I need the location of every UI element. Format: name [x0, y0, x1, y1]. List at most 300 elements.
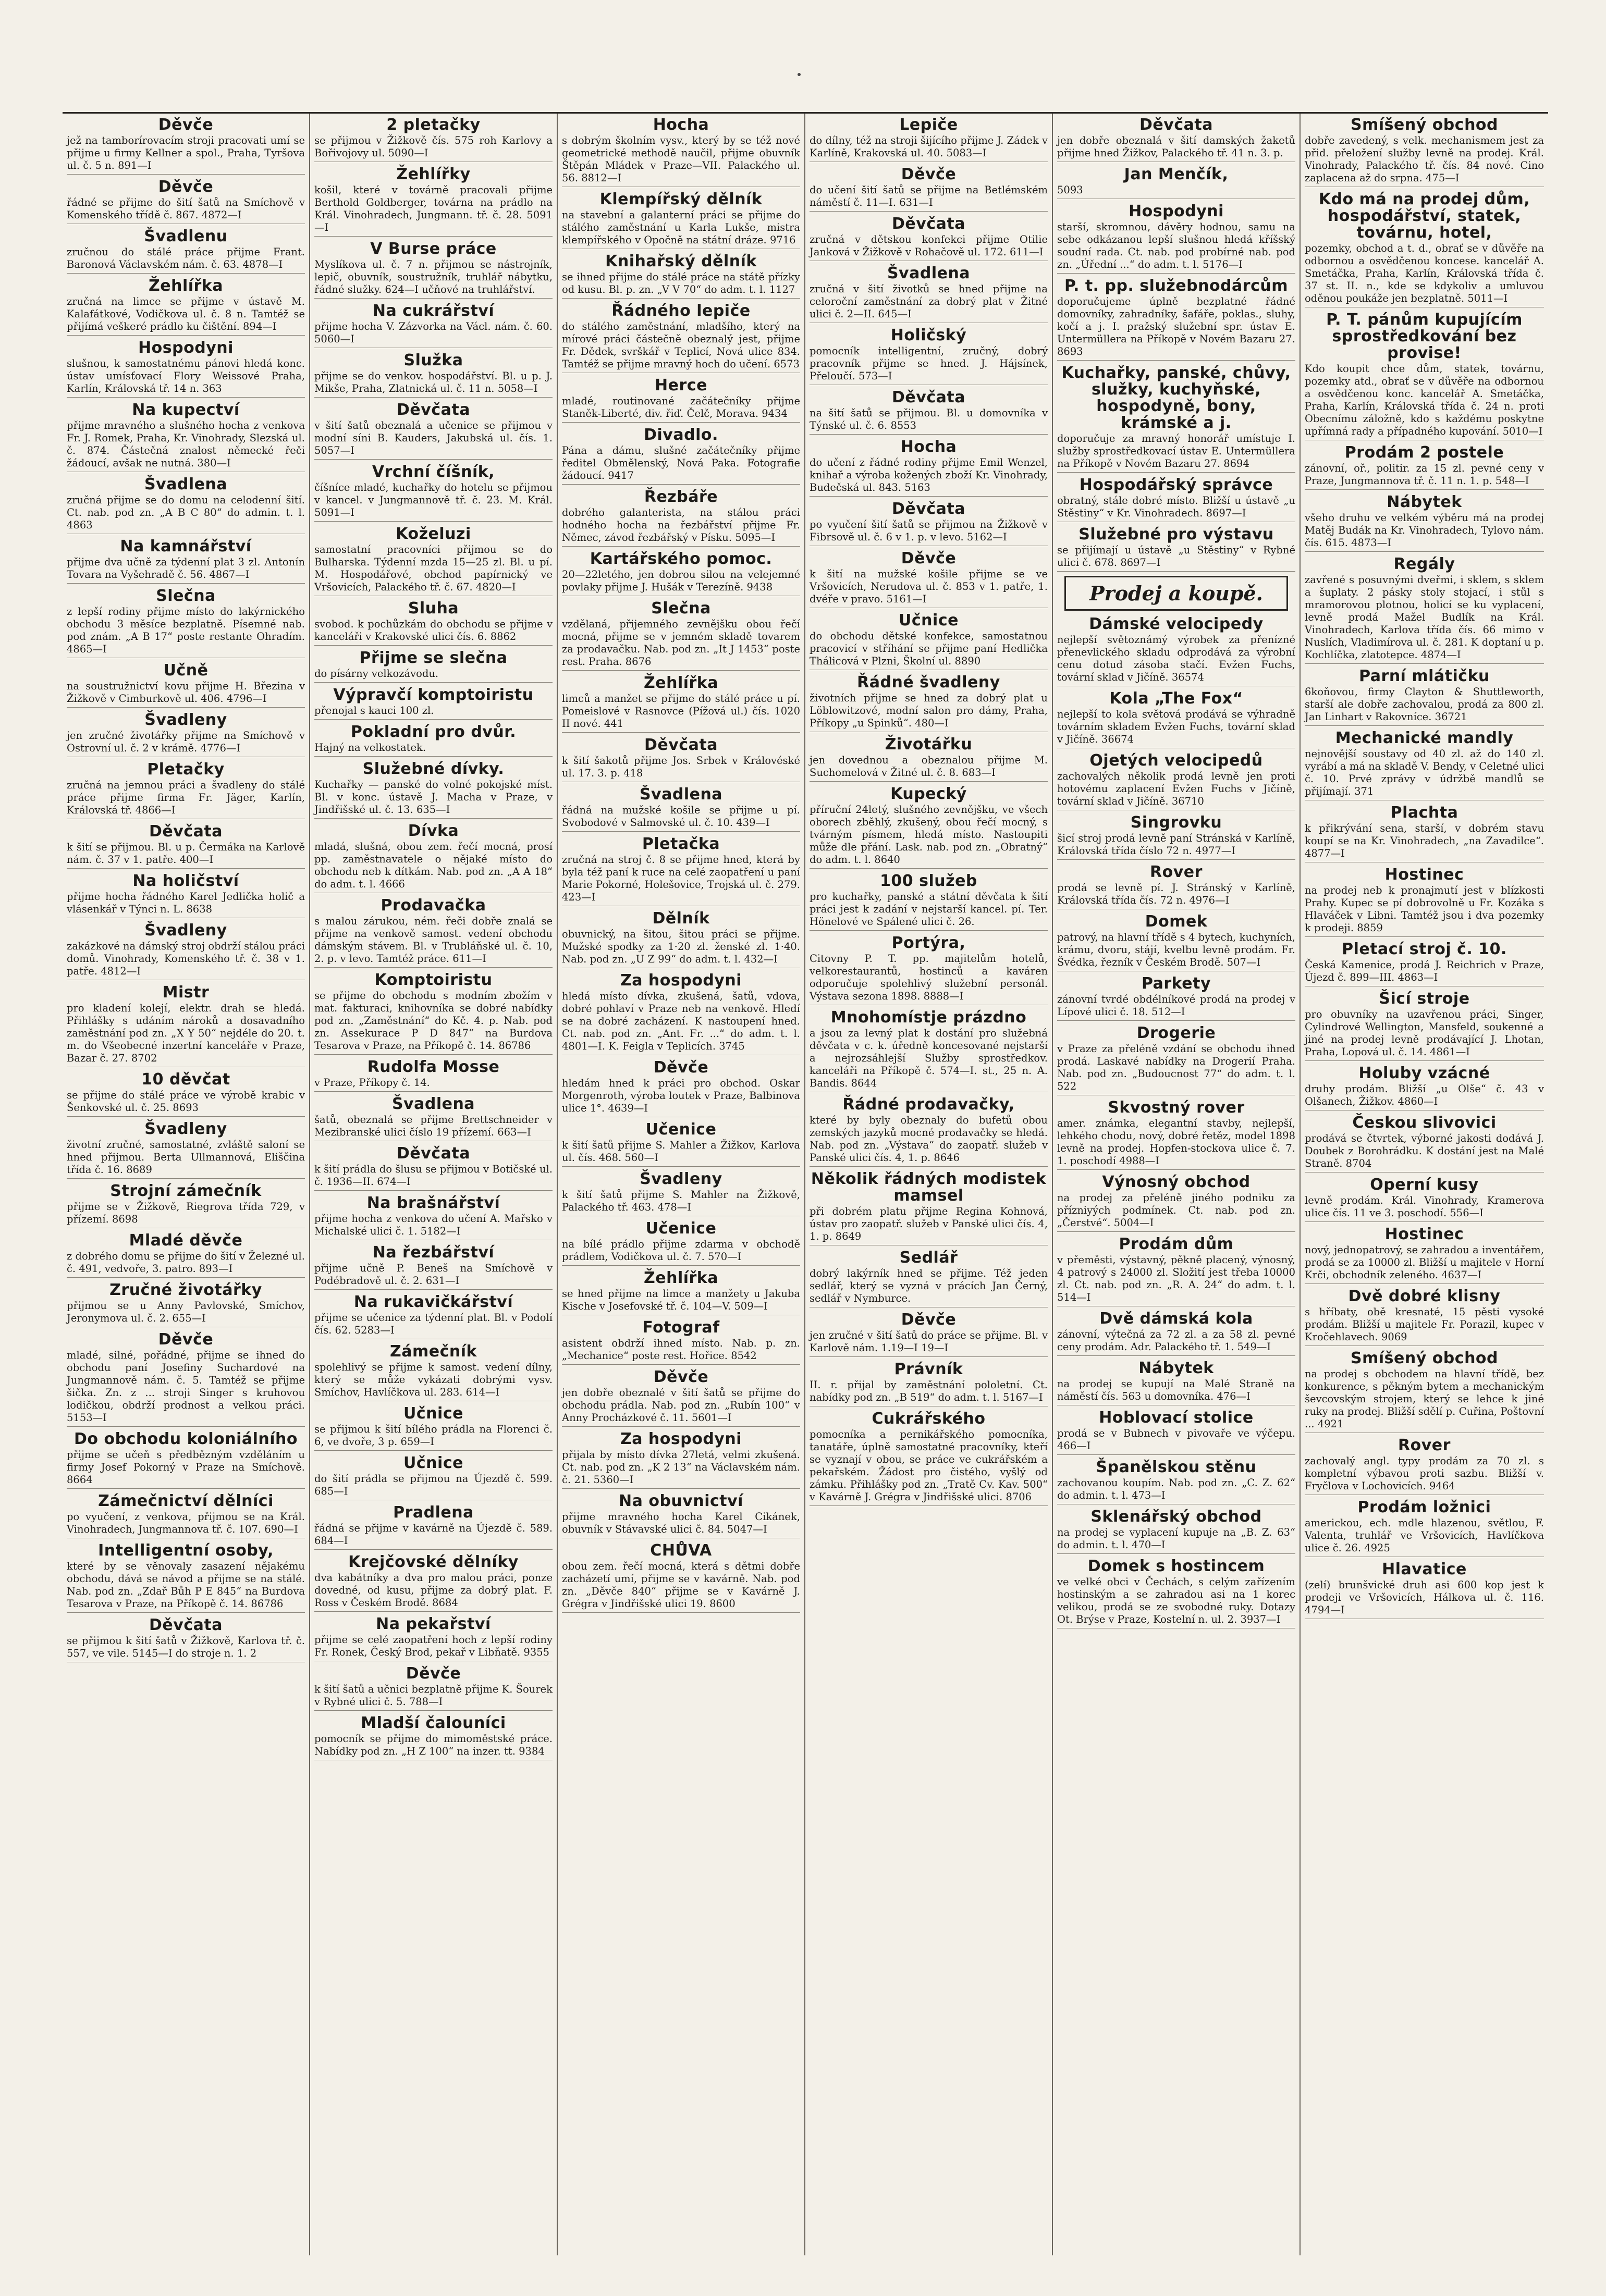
ad-title: Děvčata [892, 500, 965, 518]
ad-title: Na pekařství [376, 1615, 491, 1633]
classified-ad [1305, 991, 1544, 1061]
classified-ad [562, 836, 800, 906]
classified-ad [314, 1554, 553, 1612]
ad-body: 5093 [1057, 184, 1083, 196]
ad-title: Mistr [162, 983, 210, 1002]
ad-body: prodá se v Bubnech v pivovaře ve výčepu. 466—I [1057, 1427, 1295, 1452]
classified-ad [1057, 1025, 1295, 1095]
classified-ad [810, 1411, 1048, 1506]
ad-body: přenojal s kauci 100 zl. [314, 705, 434, 717]
ad-body: číšníce mladé, kuchařky do hotelu se přijmou v kancel. v Jungmannově tř. č. 23. M. Král. 5091—I [314, 482, 553, 519]
ad-body: do šití prádla se přijmou na Újezdě č. 599. 685—I [314, 1473, 553, 1497]
ad-body: košil, které v továrně pracovali přijme Berthold Goldberger, továrna na prádlo na Král. Vinohradech, Jungmann. tř. č. 28. 5091—I [314, 184, 553, 233]
ad-body: přijme učně P. Beneš na Smíchově v Podébradově ul. č. 2. 631—I [314, 1262, 553, 1287]
ad-title: Holičský [890, 326, 967, 344]
ad-title: Hocha [900, 438, 957, 456]
ad-title: Operní kusy [1370, 1176, 1479, 1194]
classified-ad [314, 761, 553, 819]
ad-body: zručná v šití životků se hned přijme na celoroční zaměstnání za dobrý plat v Žitné ulici č. 2—II. 645—I [810, 283, 1048, 320]
ad-title: Strojní zámečník [110, 1182, 262, 1200]
ad-title: Slečna [651, 599, 711, 618]
ad-body: řádná na mužské košile se přijme u pí. Svobodové v Salmovské ul. č. 10. 439—I [562, 804, 800, 829]
ad-body: se přijmou k šití bílého prádla na Florenci č. 6, ve dvoře, 3 p. 659—I [314, 1423, 553, 1448]
classified-ad [67, 823, 305, 869]
classified-ad [67, 712, 305, 757]
ad-title: Rudolfa Mosse [367, 1058, 500, 1076]
classified-ad [67, 1121, 305, 1179]
ad-title: Jan Menčík, [1124, 165, 1229, 183]
classified-ad [810, 873, 1048, 931]
ad-body: prodá se levně pí. J. Stránský v Karlíně, Královská třída čís. 72 n. 4976—I [1057, 882, 1295, 906]
classified-ad [314, 1455, 553, 1500]
ad-body: spolehlivý se přijme k samost. vedení dílny, který se může vykázati dobrými vysv. Smíchov, Havlíčkova ul. 283. 614—I [314, 1361, 553, 1398]
ad-title: Děvče [653, 1368, 709, 1386]
classified-ad [314, 402, 553, 460]
ad-title: Děvčata [397, 1144, 470, 1163]
classified-ad [562, 1431, 800, 1489]
ad-body: zakázkové na dámský stroj obdrží stálou práci domů. Vinohrady, Komenského tř. č. 38 v 1. patře. 4812—I [67, 940, 305, 977]
classified-ad [562, 910, 800, 968]
ad-body: zánovní, oř., politir. za 15 zl. pevné ceny v Praze, Jungmannova tř. č. 11 n. 1. p. 548—I [1305, 462, 1544, 487]
ad-body: do písárny velkozávodu. [314, 668, 439, 680]
ad-body: dobrý lakýrník hned se přijme. Též jeden sedlář, který se vyzná v prácích Jan Černý, sedlář v Nymburce. [810, 1267, 1048, 1304]
ad-body: slušnou, k samostatnému pánovi hledá konc. ústav umísťovací Flory Weissové Praha, Karlín, Královská tř. 14 n. 363 [67, 357, 305, 394]
ad-title: Mladší čalouníci [361, 1714, 506, 1732]
classified-ad [562, 377, 800, 423]
classified-ad [810, 1312, 1048, 1357]
ad-body: zručná přijme se do domu na celodenní šití. Ct. nab. pod zn. „A B C 80“ do admin. t. l. 4863 [67, 494, 305, 531]
ad-body: hledám hned k práci pro obchod. Oskar Morgenroth, výroba loutek v Praze, Balbinova ulice 1°. 4639—I [562, 1077, 800, 1114]
column-4 [805, 114, 1053, 2255]
ad-body: přijme se celé zaopatření hoch z lepší rodiny Fr. Ronek, Český Brod, pekař v Libňatě. 9355 [314, 1634, 553, 1658]
ad-title: Pletačky [147, 760, 225, 779]
ad-body: s malou zárukou, ném. řeči dobře znalá se přijme na venkově samost. vedení obchodu dámským stávem. Bl. v Trubláňské ul. č. 10, 2. p. v levo. Tamtéž práce. 611—I [314, 915, 553, 965]
classified-ad [1057, 1100, 1295, 1170]
ad-title: Prodám ložnici [1357, 1498, 1491, 1516]
classified-ad [1057, 1360, 1295, 1405]
classified-ad [562, 1270, 800, 1315]
ad-body: pomocníka a pernikářského pomocníka, tanatáře, úplně samostatné pracovníky, kteří se vyznají v obou, se práce ve cukrářském a pekařském. Žádost pro čistého, vyšlý od zámku. Přihlášky pod zn. „Tratě Cv. Kav. 500“ v Kavárně J. Grégra v Jindřišské ulici. 8706 [810, 1428, 1048, 1503]
ad-body: Pána a dámu, slušné začátečníky přijme ředitel Obmělenský, Nová Paka. Fotografie žádoucí. 9417 [562, 445, 800, 482]
classified-ad [1305, 867, 1544, 937]
classified-ad [810, 1009, 1048, 1092]
ad-title: Klempířský dělník [599, 190, 763, 208]
ad-body: se přijímají u ústavě „u Stěstiny“ v Rybné ulici č. 678. 8697—I [1057, 544, 1295, 569]
ad-title: Řádné švadleny [857, 673, 1000, 692]
ad-title: Ojetých velocipedů [1089, 751, 1263, 770]
ad-title: Dámské velocipedy [1089, 615, 1264, 633]
classified-ad [562, 675, 800, 733]
classified-ad [810, 674, 1048, 732]
ad-body: které by byly obeznaly do bufetů obou zemských jazyků mocné prodavačky se hledá. Nab. pod zn. „Výstava“ do zaopatř. služeb v Panské ulici čís. 4, 1. p. 8646 [810, 1114, 1048, 1164]
ad-body: dva kabátníky a dva pro malou práci, ponze dovedné, od kusu, přijme za dobrý plat. F. Ross v Českém Brodě. 8684 [314, 1572, 553, 1609]
ad-title: Švadleny [144, 1120, 227, 1138]
section-heading-box: Prodej a koupě. [1064, 576, 1288, 611]
classified-ad [1057, 616, 1295, 686]
ad-body: amer. známka, elegantní stavby, nejlepší, lehkého chodu, nový, dobré řetěz, model 1898 levně na prodej. Hopfen-stockova ulice č. 7. 1. poschodí 4988—I [1057, 1117, 1295, 1167]
classified-ad [562, 1319, 800, 1365]
ad-body: přijmou se u Anny Pavlovské, Smíchov, Jeronymova ul. č. 2. 655—I [67, 1300, 305, 1324]
ad-body: zručná na stroj č. 8 se přijme hned, která by byla též paní k ruce na celé zaopatření u paní Marie Pokorné, Holešovice, Trojská ul. č. 279. 423—I [562, 854, 800, 903]
column-6 [1301, 114, 1548, 2255]
ad-body: samostatní pracovníci přijmou se do Bulharska. Týdenní mzda 15—25 zl. Bl. u pí. M. Hospodářové, obchod papírnický ve Vršovicích, Palackého tř. č. 67. 4820—I [314, 544, 553, 593]
classified-ad [1057, 752, 1295, 810]
ad-body: v Praze, Příkopy č. 14. [314, 1077, 430, 1089]
classified-ad [1057, 1236, 1295, 1306]
ad-body: asistent obdrží ihned místo. Nab. p. zn. „Mechanice“ poste rest. Hořice. 8542 [562, 1337, 800, 1362]
classified-ad [314, 650, 553, 683]
ad-title: Koželuzi [396, 525, 471, 543]
classified-ad [67, 117, 305, 175]
ad-body: patrový, na hlavní třídě s 4 bytech, kuchyních, krámu, dvoru, stájí, kvelbu levně prodám. Fr. Švédka, řezník v Českém Brodě. 507—I [1057, 931, 1295, 968]
ad-title: Knihařský dělník [605, 252, 757, 270]
ad-body: v šití šatů obeznalá a učenice se přijmou v modní síni B. Kauders, Jakubská ul. čís. 1. 5057—I [314, 419, 553, 456]
ad-body: do učení z řádné rodiny přijme Emil Wenzel, knihař a výroba kožených zboží Kr. Vinohrady, Budečská ul. 843. 5163 [810, 456, 1048, 493]
ad-title: Dívka [408, 822, 459, 840]
classified-ad [1057, 1558, 1295, 1628]
ad-body: (zelí) brunšvické druh asi 600 kop jest k prodeji ve Vršovicích, Hálkova ul. č. 116. 4794—I [1305, 1579, 1544, 1616]
classified-ad [67, 402, 305, 472]
ad-body: na soustružnictví kovu přijme H. Březina v Žižkově v Cimburkově ul. 406. 4796—I [67, 680, 305, 705]
ad-title: Žehlířky [396, 165, 471, 183]
ad-title: Děvčata [892, 388, 965, 406]
ad-title: Švadleny [640, 1170, 722, 1188]
ad-title: Hostinec [1384, 866, 1464, 884]
classified-ad [67, 538, 305, 584]
ad-title: Plachta [1390, 804, 1458, 822]
ad-title: Děvčata [892, 215, 965, 233]
ad-title: Služka [403, 351, 463, 369]
ad-body: se hned přijme na limce a manžety u Jakuba Kische v Josefovské tř. č. 104—V. 509—I [562, 1288, 800, 1312]
ad-title: Mladé děvče [129, 1231, 243, 1250]
ad-title: Služebné pro výstavu [1078, 525, 1274, 544]
ad-body: doporučuje za mravný honorář umístuje I. služby sprostředkovací ústav E. Untermüllera na Příkopě v Novém Bazaru 27. 8694 [1057, 433, 1295, 470]
classified-ad [810, 117, 1048, 162]
ad-body: ve velké obci v Čechách, s celým zařízením hostinským a se zahradou asi na 1 korec velikou, prodá se ze svobodné ruky. Dotazy Ot. Brýse v Praze, Kostelní n. ul. 2. 3937—I [1057, 1576, 1295, 1625]
ad-body: na bílé prádlo přijme zdarma v obchodě prádlem, Vodičkova ul. č. 7. 570—I [562, 1238, 800, 1263]
classified-ad [1305, 941, 1544, 986]
ad-body: do učení šití šatů se přijme na Betlémském náměstí č. 11—I. 631—I [810, 184, 1048, 208]
ad-body: jen dobře obeznalá v šití damských žaketů přijme hned Žižkov, Palackého tř. 41 n. 3. p. [1057, 134, 1295, 159]
ad-title: Rover [1398, 1436, 1451, 1454]
ad-title: Vrchní číšník, [372, 463, 495, 481]
classified-ad [1305, 1226, 1544, 1284]
classified-ad [810, 1096, 1048, 1167]
ad-title: Hlavatice [1382, 1560, 1467, 1578]
ad-title: Lepiče [899, 116, 958, 134]
classified-ad [1305, 1499, 1544, 1557]
ad-body: Kdo koupit chce dům, statek, továrnu, pozemky atd., obrať se v důvěře na odbornou a osvědčenou konc. kancelář A. Smetáčka, Praha, Karlín, Královská třída č. 24 n. proti Obecnímu záložně, kdo s každému poskytne upřímná rady a případného kupování. 5010—I [1305, 363, 1544, 437]
ad-body: zachovalých několik prodá levně jen proti hotovému zaplacení Evžen Fuchs v Jičíně, tovární sklad v Jičíně. 36710 [1057, 770, 1295, 807]
classified-ad [1057, 1459, 1295, 1504]
ad-title: Hostinec [1384, 1225, 1464, 1243]
classified-ad [562, 303, 800, 373]
column-5 [1053, 114, 1301, 2255]
classified-ad [562, 191, 800, 249]
ad-title: Žehlířka [643, 674, 718, 692]
ad-title: Nábytek [1387, 493, 1462, 511]
ad-title: Děvčata [397, 401, 470, 419]
ad-title: Děvčata [1139, 116, 1213, 134]
ad-body: životních přijme se hned za dobrý plat u Löblowitzové, modní salon pro dámy, Praha, Příkopy „u Spinků“. 480—I [810, 692, 1048, 729]
ad-body: limců a manžet se přijme do stálé práce u pí. Pomeislové v Rasnovce (Pížová ul.) čís. 1020 II nové. 441 [562, 693, 800, 730]
classified-ad [67, 1071, 305, 1117]
classified-ad [314, 687, 553, 720]
ad-body: z dobrého domu se přijme do šití v Železné ul. č. 491, vedvoře, 3. patro. 893—I [67, 1250, 305, 1275]
ad-body: na prodej se kupují na Malé Straně na náměstí čís. 563 u domovníka. 476—I [1057, 1378, 1295, 1402]
ad-title: Životářku [885, 735, 973, 754]
classified-ad [562, 489, 800, 547]
classified-ad [1057, 477, 1295, 522]
ad-body: s hříbaty, obě kresnaté, 15 pěsti vysoké prodám. Bližší u majitele Fr. Porazil, kupec v Kročehlavech. 9069 [1305, 1306, 1544, 1343]
ad-title: Děvčata [149, 1616, 223, 1634]
ad-title: Hospodářský správce [1079, 476, 1273, 494]
ad-body: zavřené s posuvnými dveřmi, i sklem, s sklem a šuplaty. 2 pásky stoly stojací, i stůl s mramorovou plotnou, holicí se ku vyplacení, levně prodá Mažel Budlík na Král. Vinohradech, Karlova třída čís. 66 mimo v Nuslích, Vladimírova ul. č. 281. K doptaní u p. Kochlíčka, zlatotepce. 4874—I [1305, 574, 1544, 661]
classified-ad [1057, 278, 1295, 361]
classified-ad [1057, 1311, 1295, 1356]
ad-title: Regály [1393, 555, 1455, 573]
classified-ad [314, 823, 553, 893]
ad-title: P. t. pp. služebnodárcům [1064, 277, 1288, 295]
classified-ad [314, 600, 553, 646]
ad-title: Výnosný obchod [1102, 1173, 1251, 1191]
classified-ad [1305, 191, 1544, 307]
classified-ad [1057, 864, 1295, 909]
ad-body: jen dovednou a obeznalou přijme M. Suchomelová v Žitné ul. č. 8. 683—I [810, 754, 1048, 779]
ad-body: k šití prádla do šlusu se přijmou v Botičské ul. č. 1936—II. 674—I [314, 1163, 553, 1188]
classified-ad [314, 897, 553, 968]
ad-title: 100 služeb [880, 872, 977, 890]
classified-ad [67, 873, 305, 918]
classified-ad [314, 1616, 553, 1661]
ad-title: Smíšený obchod [1350, 116, 1499, 134]
classified-ad [562, 1369, 800, 1427]
ad-body: přijme se učeň s předbězným vzděláním u firmy Josef Pokorný v Praze na Smíchově. 8664 [67, 1449, 305, 1486]
classified-ad [314, 1504, 553, 1550]
ad-body: k šití se přijmou. Bl. u p. Čermáka na Karlově nám. č. 37 v 1. patře. 400—I [67, 841, 305, 866]
ad-title: Smíšený obchod [1350, 1349, 1499, 1367]
classified-ad [314, 1145, 553, 1191]
ad-title: Na obuvnictví [619, 1492, 743, 1510]
classified-ad [810, 216, 1048, 261]
ad-body: mladé, routinované začátečníky přijme Staněk-Liberté, div. řiď. Čelč, Morava. 9434 [562, 395, 800, 419]
ad-title: Děvče [901, 549, 957, 567]
column-1 [63, 114, 310, 2255]
ad-title: Portýra, [891, 934, 966, 952]
classified-ad [67, 662, 305, 708]
ad-title: Děvče [158, 1330, 214, 1349]
ad-title: Dvě dobré klisny [1348, 1287, 1501, 1305]
classified-ad [1305, 556, 1544, 664]
ad-body: nejlepší to kola světová prodává se výhradně továrním skladem Evžen Fuchs, tovární sklad v Jičíně. 36674 [1057, 708, 1295, 745]
ad-title: Za hospodyni [620, 1430, 742, 1448]
classified-ad [562, 1542, 800, 1613]
classified-ad [1057, 1174, 1295, 1232]
ad-title: Za hospodyni [620, 971, 742, 990]
ad-title: Holuby vzácné [1358, 1064, 1490, 1082]
ad-title: Švadlenu [144, 227, 228, 245]
classified-ad [1057, 1509, 1295, 1554]
ad-body: na prodej se vyplacení kupuje na „B. Z. 63“ do admin. t. l. 470—I [1057, 1526, 1295, 1551]
classified-ad [314, 117, 553, 162]
ad-body: obuvnický, na šitou, šitou práci se přijme. Mužské spodky za 1·20 zl. ženské zl. 1·40. Nab. pod zn. „U Z 99“ do adm. t. l. 432—I [562, 928, 800, 965]
ad-body: na šití šatů se přijmou. Bl. u domovníka v Týnské ul. č. 6. 8553 [810, 407, 1048, 431]
classified-ad [314, 1343, 553, 1401]
ad-title: Sklenářský obchod [1090, 1508, 1262, 1526]
page-mark [798, 73, 801, 76]
ad-body: II. r. přijal by zaměstnání pololetní. Ct. nabídky pod zn. „B 519“ do adm. t. l. 5167—I [810, 1379, 1048, 1403]
classified-ad [67, 278, 305, 336]
ad-title: Pradlena [393, 1503, 474, 1522]
classified-ad [562, 1220, 800, 1266]
classified-ad [314, 526, 553, 596]
ad-body: starší, skromnou, dávěry hodnou, samu na sebe odkázanou lepší slušnou hledá kříšský soudní rada. Ct. nab. pod probírné nab. pod zn. „Úřední ...“ do adm. t. l. 5176—I [1057, 221, 1295, 270]
ad-body: na prodej za přeléně jiného podniku za přízniyých podmínek. Ct. nab. pod zn. „Čerstvé“. 5004—I [1057, 1192, 1295, 1229]
classified-ad [810, 327, 1048, 385]
classified-ad [810, 501, 1048, 546]
classified-ad [1057, 203, 1295, 274]
ad-body: na prodej neb k pronajmutí jest v blízkosti Prahy. Kupec se pí dobrovolně u Fr. Kozáka s Hlaváček v Libni. Tamtéž jsou i dva pozemky k prodeji. 8859 [1305, 884, 1544, 934]
classified-ad [67, 922, 305, 980]
ad-title: Švadlena [887, 264, 971, 282]
column-3 [558, 114, 805, 2255]
ad-title: Děvčata [644, 736, 718, 754]
classified-ad [562, 1059, 800, 1117]
ad-title: Intelligentní osoby, [98, 1541, 274, 1560]
classified-ad [314, 972, 553, 1055]
ad-body: po vyučení šití šatů se přijmou na Žižkově v Fibrsově ul. č. 6 v 1. p. v levo. 5162—I [810, 519, 1048, 543]
ad-title: P. T. pánům kupujícím sprostředkování bez provise! [1326, 311, 1523, 362]
ad-title: CHŮVA [650, 1541, 712, 1560]
ad-body: se ihned přijme do stálé práce na státě přízky od kusu. Bl. p. zn. „V V 70“ do adm. t. l. 1127 [562, 271, 800, 295]
classified-ad [314, 303, 553, 348]
ad-title: Hoblovací stolice [1099, 1409, 1254, 1427]
ad-title: Švadleny [144, 921, 227, 940]
ad-title: Hospodyni [1129, 202, 1224, 220]
ad-title: Kupecký [890, 785, 967, 803]
ad-title: Žehlířka [148, 277, 223, 295]
ad-title: Řezbáře [644, 488, 718, 506]
ad-title: Kdo má na prodej dům, hospodářství, statek, továrnu, hotel, [1318, 190, 1530, 242]
classified-ad [67, 179, 305, 224]
ad-body: pomocník intelligentní, zručný, dobrý pracovník přijme se hned. J. Hájsínek, Přeloučí. 573—I [810, 345, 1048, 382]
ad-body: k šití šatů přijme S. Mahler na Žižkově, Palackého tř. 463. 478—I [562, 1189, 800, 1213]
ad-title: Švadleny [144, 711, 227, 729]
ad-title: Na kamnářství [120, 537, 252, 556]
ad-body: pro kladení kolejí, elektr. drah se hledá. Přihlášky s udáním nároků a dosavadního zaměstnání pod zn. „X Y 50“ nejdéle do 20. t. m. do Všeobecné inzertní kanceláře v Praze, Bazar č. 27. 8702 [67, 1002, 305, 1064]
ad-title: Švadlena [144, 475, 228, 493]
ad-title: Děvče [406, 1664, 461, 1683]
ad-title: Děvče [158, 178, 214, 196]
ad-body: jen dobře obeznalé v šití šatů se přijme do obchodu prádla. Nab. pod zn. „Rubín 100“ v Anny Procházkové č. 11. 5601—I [562, 1387, 800, 1424]
classified-ad [1305, 730, 1544, 800]
ad-title: Slečna [156, 587, 216, 605]
ad-title: Českou slivovici [1352, 1114, 1497, 1132]
ad-body: řádné se přijme do šití šatů na Smíchově v Komenského třídě č. 867. 4872—I [67, 196, 305, 221]
ad-body: zručná na jemnou práci a švadleny do stálé práce přijme firma Fr. Jäger, Karlín, Královská tř. 4866—I [67, 779, 305, 816]
ad-title: Na brašnářství [366, 1194, 500, 1212]
ad-body: do stálého zaměstnání, mladšího, který na mírové práci částečně obeznalý jest, přijme Fr. Dědek, svrškář v Teplicí, Nová ulice 834. Tamtéž se přijme mravný hoch do učení. 6573 [562, 320, 800, 370]
classified-ad [1305, 805, 1544, 862]
ad-title: Přijme se slečna [359, 649, 508, 667]
classified-ad [314, 1715, 553, 1760]
ad-title: 2 pletačky [386, 116, 481, 134]
classified-ad [562, 427, 800, 485]
classified-ad [562, 600, 800, 671]
classified-ad [1305, 312, 1544, 440]
ad-body: přijme mravného a slušného hocha z venkova Fr. J. Romek, Praha, Kr. Vinohrady, Slezská ul. č. 874. Částečná znalost německé řeči žádoucí, avšak ne nutná. 380—I [67, 419, 305, 469]
classified-ad [314, 1059, 553, 1092]
classified-ad [562, 1171, 800, 1216]
ad-title: Parní mlátičku [1359, 667, 1490, 685]
classified-ad [67, 1493, 305, 1538]
ad-body: k šití šatů přijme S. Mahler a Žižkov, Karlova ul. čís. 468. 560—I [562, 1139, 800, 1164]
classified-ad [67, 1282, 305, 1327]
ad-title: Žehlířka [643, 1269, 718, 1287]
classified-ad [67, 340, 305, 398]
ad-title: Pletačka [642, 835, 720, 853]
ad-title: Singrovku [1130, 813, 1222, 832]
classified-ad [1057, 365, 1295, 473]
ad-title: Na holičství [132, 872, 239, 890]
classified-ad [562, 1493, 800, 1538]
ad-body: jež na tamborírovacím stroji pracovati umí se přijme u firmy Kellner a spol., Praha, Tyršova ul. č. 5 n. 891—I [67, 134, 305, 171]
ad-title: Komptoiristu [374, 971, 493, 989]
ad-body: a jsou za levný plat k dostání pro služebná děvčata v c. k. úředně koncesované nejstarší a nejrozsáhlejší Služby sprostředkov. kanceláři na Příkopě č. 574—I. st., 25 n. A. Bandis. 8644 [810, 1027, 1048, 1089]
ad-title: Dělník [652, 909, 710, 928]
ad-title: Rover [1150, 863, 1203, 881]
ad-title: Pokladní pro dvůr. [350, 723, 517, 741]
ad-body: k šití šatů a učnici bezplatně přijme K. Šourek v Rybné ulici č. 5. 788—I [314, 1683, 553, 1708]
ad-body: Myslíkova ul. č. 7 n. přijmou se nástrojník, lepič, obuvník, soustružník, truhlář nábytku, řádné služky. 624—I učňové na truhlářství. [314, 258, 553, 295]
ad-body: se přijmou k šití šatů v Žižkově, Karlova tř. č. 557, ve vile. 5145—I do stroje n. 1. 2 [67, 1635, 305, 1659]
ad-body: nejnovější soustavy od 40 zl. až do 140 zl. vyrábí a má na skladě V. Bendy, v Celetné ulici č. 10. Prvé zprávy v údržbě mandlů se přijímají. 371 [1305, 748, 1544, 797]
ad-body: pro kuchařky, panské a státní děvčata k šití práci jest k zadání v nejstarší kancel. pí. Ter. Hönelové ve Spálené ulici č. 26. [810, 891, 1048, 928]
classified-ad [1057, 117, 1295, 162]
ad-title: Cukrářského [872, 1410, 986, 1428]
classified-ad [1305, 1177, 1544, 1222]
ad-body: k šití šakotů přijme Jos. Srbek v Královéské ul. 17. 3. p. 418 [562, 755, 800, 779]
ad-body: prodává se čtvrtek, výborné jakosti dodává J. Doubek z Borohrádku. K dostání jest na Malé Straně. 8704 [1305, 1132, 1544, 1169]
ad-body: dobře zavedený, s velk. mechanismem jest za přid. přeložení služby levně na prodej. Král. Vinohrady, Palackého tř. čís. 84 nové. Cino zaplacena až do srpna. 475—I [1305, 134, 1544, 184]
column-2 [310, 114, 558, 2255]
classified-ad [562, 972, 800, 1055]
classified-ad [314, 724, 553, 757]
ad-body: svobod. k pochůzkám do obchodu se přijme v kanceláři v Krakovské ulici čís. 6. 8862 [314, 618, 553, 643]
ad-title: Právník [894, 1360, 963, 1378]
ad-body: přijala by místo dívka 27letá, velmi zkušená. Ct. nab. pod zn. „K 2 13“ na Václavském nám. č. 21. 5360—I [562, 1449, 800, 1486]
classified-ad [810, 166, 1048, 212]
ad-title: Učnice [403, 1454, 463, 1472]
classified-ad [810, 736, 1048, 782]
classified-ad [314, 1405, 553, 1451]
classified-ad [67, 761, 305, 819]
ad-title: Prodavačka [381, 896, 486, 915]
ad-title: Zámečník [390, 1342, 477, 1361]
ad-body: Hajný na velkostatek. [314, 742, 426, 754]
ad-body: pro obuvníky na uzavřenou práci, Singer, Cylindrové Wellington, Mansfeld, soukenné a jiné na prodej levně prodávající J. Lhotan, Praha, Lopová ul. č. 14. 4861—I [1305, 1008, 1544, 1058]
ad-body: mladé, silné, pořádné, přijme se ihned do obchodu paní Josefiny Suchardové na Jungmannově nám. č. 5. Tamtéž se přijme šička. Zn. z ... stroji Singer s kruhovou lodičkou, obdrží prodnost a velkou práci. 5153—I [67, 1349, 305, 1424]
ad-title: Zámečnictví dělníci [98, 1492, 274, 1510]
classified-ad [810, 935, 1048, 1005]
ad-title: Španělskou stěnu [1096, 1458, 1257, 1476]
classified-ad [810, 439, 1048, 497]
ad-body: 6koňovou, firmy Clayton & Shuttleworth, starší ale dobře zachovalou, prodá za 800 zl. Jan Linhart v Rakovníce. 36721 [1305, 686, 1544, 723]
ad-body: zachovalý angl. typy prodám za 70 zl. s kompletní výbavou proti sazbu. Bližší v. Fryčlova v Lochovicích. 9464 [1305, 1455, 1544, 1492]
classified-ad [1305, 1561, 1544, 1619]
ad-title: Mnohomístje prázdno [830, 1008, 1027, 1027]
ad-title: Prodám 2 postele [1344, 443, 1504, 462]
